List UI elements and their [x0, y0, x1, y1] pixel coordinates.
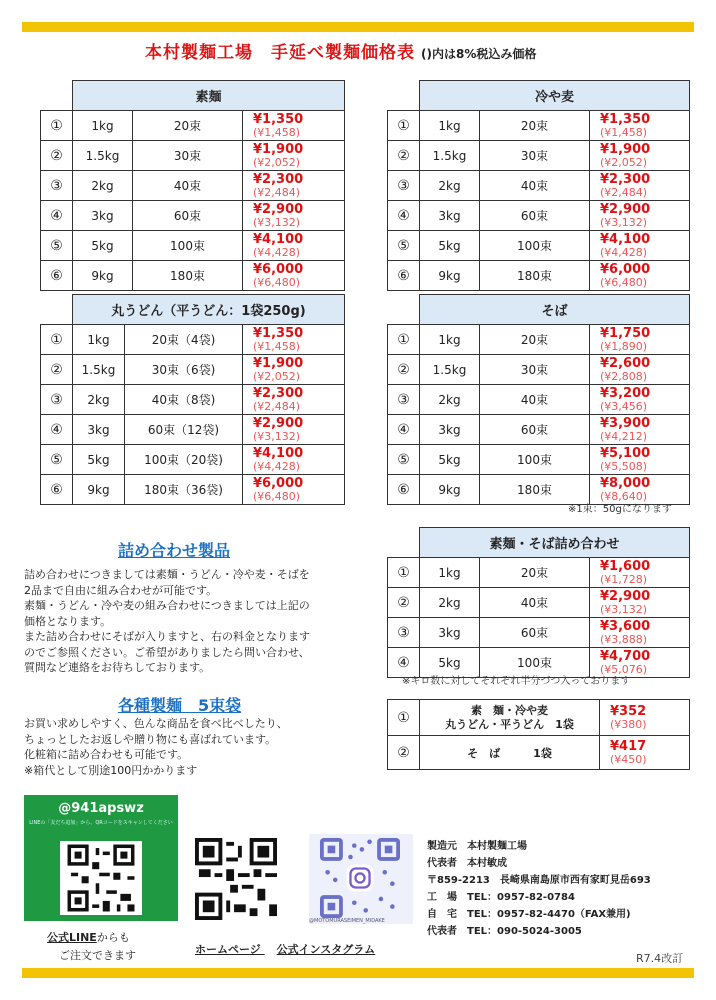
bundle-cell: 30束（6袋) [125, 355, 243, 385]
table-header: 丸うどん（平うどん：1袋250g) [73, 295, 345, 325]
table-row [388, 385, 690, 415]
table-row [388, 355, 690, 385]
instagram-handle: @MOTOMURASEIMEN_MIDAKE [309, 918, 385, 924]
row-number: ⑥ [41, 475, 73, 505]
price-cell: ¥2,900 (¥3,132) [243, 415, 345, 445]
table-header: 冷や麦 [420, 81, 690, 111]
weight-cell: 2kg [420, 588, 480, 618]
bundle-cell: 40束（8袋) [125, 385, 243, 415]
bottom-accent-bar [22, 968, 694, 978]
somen-price-table [40, 80, 345, 291]
row-number: ① [388, 700, 420, 736]
bundle-cell: 30束 [480, 141, 590, 171]
bundle-cell: 100束 [133, 231, 243, 261]
row-number: ⑤ [388, 445, 420, 475]
row-number: ② [388, 355, 420, 385]
weight-cell: 9kg [73, 261, 133, 291]
row-number: ① [41, 325, 73, 355]
table-row [41, 111, 345, 141]
weight-cell: 9kg [420, 261, 480, 291]
table-row [41, 231, 345, 261]
bundle-cell: 40束 [133, 171, 243, 201]
row-number: ② [388, 736, 420, 770]
mix-price-table [387, 527, 690, 678]
bundle-cell: 60束 [133, 201, 243, 231]
price-cell: ¥1,350 (¥1,458) [243, 325, 345, 355]
weight-cell: 5kg [420, 648, 480, 678]
row-number: ② [41, 141, 73, 171]
price-cell: ¥2,900 (¥3,132) [590, 588, 690, 618]
table-row [388, 415, 690, 445]
hiyamugi-price-table [387, 80, 690, 291]
weight-cell: 5kg [420, 445, 480, 475]
revision-label: R7.4改訂 [636, 952, 684, 965]
table-header: そば [420, 295, 690, 325]
price-cell: ¥1,350 (¥1,458) [243, 111, 345, 141]
bundle-cell: 40束 [480, 588, 590, 618]
price-cell: ¥1,750 (¥1,890) [590, 325, 690, 355]
table-row [41, 415, 345, 445]
row-number: ③ [41, 385, 73, 415]
blank-corner [41, 295, 73, 325]
soba-price-table [387, 294, 690, 505]
price-cell: ¥1,350 (¥1,458) [590, 111, 690, 141]
weight-cell: 2kg [73, 385, 125, 415]
table-row [388, 111, 690, 141]
bundle-cell: 180束 [480, 261, 590, 291]
weight-cell: 1.5kg [420, 141, 480, 171]
price-cell: ¥417 (¥450) [600, 736, 690, 770]
text-line: 代表者 TEL：090-5024-3005 [427, 926, 582, 937]
price-cell: ¥6,000 (¥6,480) [243, 475, 345, 505]
price-cell: ¥2,300 (¥2,484) [243, 385, 345, 415]
table-row [41, 385, 345, 415]
bundle-cell: 20束（4袋) [125, 325, 243, 355]
udon-price-table [40, 294, 345, 505]
bundle-cell: 180束 [133, 261, 243, 291]
price-cell: ¥352 (¥380) [600, 700, 690, 736]
homepage-qr-code-icon[interactable] [195, 838, 277, 920]
five-pack-label: 素 麺・冷や麦 丸うどん・平うどん 1袋 [420, 700, 600, 736]
text-line: 化粧箱に詰め合わせも可能です。 [24, 748, 189, 761]
row-number: ③ [388, 618, 420, 648]
blank-corner [388, 295, 420, 325]
price-cell: ¥2,300 (¥2,484) [590, 171, 690, 201]
price-cell: ¥4,700 (¥5,076) [590, 648, 690, 678]
bundle-cell: 100束 [480, 231, 590, 261]
price-cell: ¥1,900 (¥2,052) [243, 141, 345, 171]
assort-heading: 詰め合わせ製品 [118, 541, 231, 560]
table-row [388, 231, 690, 261]
bundle-cell: 60束 [480, 201, 590, 231]
text-line: 2品まで自由に組み合わせが可能です。 [24, 583, 218, 597]
bundle-cell: 100束（20袋) [125, 445, 243, 475]
bundle-cell: 20束 [133, 111, 243, 141]
homepage-link[interactable]: ホームページ [195, 943, 261, 956]
text-line: 製造元 本村製麺工場 [427, 841, 527, 852]
row-number: ⑤ [41, 445, 73, 475]
price-cell: ¥2,600 (¥2,808) [590, 355, 690, 385]
weight-cell: 1.5kg [73, 355, 125, 385]
row-number: ④ [41, 201, 73, 231]
weight-cell: 3kg [420, 201, 480, 231]
price-cell: ¥4,100 (¥4,428) [590, 231, 690, 261]
bundle-cell: 40束 [480, 385, 590, 415]
manufacturer-info [427, 838, 651, 940]
bundle-cell: 20束 [480, 558, 590, 588]
table-row [388, 261, 690, 291]
line-id: @941apswz [58, 801, 144, 816]
bundle-cell: 40束 [480, 171, 590, 201]
weight-cell: 1kg [420, 111, 480, 141]
text-line: 素麺・うどん・冷や麦の組み合わせにつきましては上記の [24, 599, 310, 612]
price-cell: ¥2,900 (¥3,132) [590, 201, 690, 231]
table-row [41, 141, 345, 171]
mix-note: ※キロ数に対してそれぞれ半分づつ入っております [402, 676, 631, 687]
weight-cell: 1kg [73, 111, 133, 141]
row-number: ④ [388, 648, 420, 678]
table-row [388, 201, 690, 231]
page-title: 本村製麺工場 手延べ製麺価格表 ()内は8%税込み価格 [145, 43, 537, 63]
blank-corner [388, 528, 420, 558]
weight-cell: 9kg [73, 475, 125, 505]
text-line: ちょっとしたお返しや贈り物にも喜ばれています。 [24, 732, 277, 746]
bundle-cell: 180束（36袋) [125, 475, 243, 505]
price-cell: ¥1,600 (¥1,728) [590, 558, 690, 588]
row-number: ① [41, 111, 73, 141]
table-header: 素麺 [73, 81, 345, 111]
table-row [41, 171, 345, 201]
text-line: お買い求めしやすく、色んな商品を食べ比べしたり、 [24, 717, 288, 730]
top-accent-bar [22, 22, 694, 32]
table-header: 素麺・そば詰め合わせ [420, 528, 690, 558]
instagram-qr-code-icon [318, 838, 402, 918]
five-pack-label: そ ば 1袋 [420, 736, 600, 770]
bundle-cell: 20束 [480, 325, 590, 355]
row-number: ⑥ [388, 261, 420, 291]
variety-heading: 各種製麺 5束袋 [118, 696, 242, 715]
row-number: ④ [388, 415, 420, 445]
table-row [41, 201, 345, 231]
row-number: ② [388, 588, 420, 618]
weight-cell: 2kg [420, 171, 480, 201]
weight-cell: 2kg [73, 171, 133, 201]
text-line: 自 宅 TEL：0957-82-4470（FAX兼用) [427, 909, 631, 920]
table-row [41, 261, 345, 291]
bundle-cell: 30束 [133, 141, 243, 171]
table-row [41, 355, 345, 385]
qr-links [195, 941, 375, 957]
blank-corner [388, 81, 420, 111]
price-cell: ¥6,000 (¥6,480) [590, 261, 690, 291]
line-caption: 公式LINEからも ご注文できます [47, 931, 136, 962]
text-line: 価格となります。 [24, 614, 112, 628]
weight-cell: 1.5kg [73, 141, 133, 171]
price-cell: ¥8,000 (¥8,640) [590, 475, 690, 505]
text-line: 代表者 本村敏成 [427, 858, 507, 869]
table-row [388, 171, 690, 201]
table-row [388, 588, 690, 618]
weight-cell: 5kg [73, 445, 125, 475]
line-qr-code-icon [60, 841, 142, 915]
soba-note: ※1束：50gになります [568, 504, 672, 515]
bundle-cell: 100束 [480, 648, 590, 678]
price-cell: ¥3,600 (¥3,888) [590, 618, 690, 648]
assort-description [24, 567, 310, 676]
weight-cell: 3kg [420, 415, 480, 445]
row-number: ③ [41, 171, 73, 201]
text-line: 〒859-2213 長崎県南島原市西有家町見岳693 [427, 875, 651, 886]
text-line: ※箱代として別途100円かかります [24, 763, 198, 777]
table-row [388, 558, 690, 588]
row-number: ① [388, 325, 420, 355]
five-pack-price-table [387, 699, 690, 770]
row-number: ⑤ [388, 231, 420, 261]
table-row [41, 325, 345, 355]
price-cell: ¥4,100 (¥4,428) [243, 445, 345, 475]
bundle-cell: 100束 [480, 445, 590, 475]
row-number: ④ [388, 201, 420, 231]
weight-cell: 1.5kg [420, 355, 480, 385]
weight-cell: 1kg [420, 558, 480, 588]
table-row [388, 141, 690, 171]
bundle-cell: 60束 [480, 415, 590, 445]
bundle-cell: 20束 [480, 111, 590, 141]
weight-cell: 3kg [420, 618, 480, 648]
row-number: ② [41, 355, 73, 385]
row-number: ⑥ [388, 475, 420, 505]
weight-cell: 5kg [73, 231, 133, 261]
text-line: 工 場 TEL：0957-82-0784 [427, 892, 575, 903]
row-number: ⑥ [41, 261, 73, 291]
bundle-cell: 60束 [480, 618, 590, 648]
price-cell: ¥3,900 (¥4,212) [590, 415, 690, 445]
price-cell: ¥1,900 (¥2,052) [243, 355, 345, 385]
row-number: ③ [388, 385, 420, 415]
row-number: ① [388, 111, 420, 141]
text-line: また詰め合わせにそばが入りますと、右の料金となります [24, 630, 310, 643]
weight-cell: 9kg [420, 475, 480, 505]
variety-description [24, 716, 288, 778]
weight-cell: 3kg [73, 415, 125, 445]
bundle-cell: 60束（12袋) [125, 415, 243, 445]
line-qr-panel[interactable] [24, 795, 178, 921]
bundle-cell: 180束 [480, 475, 590, 505]
instagram-link[interactable]: 公式インスタグラム [276, 943, 376, 956]
price-cell: ¥5,100 (¥5,508) [590, 445, 690, 475]
weight-cell: 2kg [420, 385, 480, 415]
price-cell: ¥4,100 (¥4,428) [243, 231, 345, 261]
text-line: 詰め合わせにつきましては素麺・うどん・冷や麦・そばを [24, 568, 310, 581]
price-cell: ¥1,900 (¥2,052) [590, 141, 690, 171]
text-line: 質問など連絡をお待ちしております。 [24, 661, 211, 674]
blank-corner [41, 81, 73, 111]
table-row [388, 618, 690, 648]
weight-cell: 5kg [420, 231, 480, 261]
row-number: ③ [388, 171, 420, 201]
weight-cell: 1kg [73, 325, 125, 355]
row-number: ② [388, 141, 420, 171]
price-cell: ¥2,300 (¥2,484) [243, 171, 345, 201]
bundle-cell: 30束 [480, 355, 590, 385]
row-number: ⑤ [41, 231, 73, 261]
row-number: ④ [41, 415, 73, 445]
table-row [388, 445, 690, 475]
line-instructions: LINEの「友だち追加」から、QRコードをスキャンしてください [29, 820, 173, 826]
row-number: ① [388, 558, 420, 588]
table-row [41, 475, 345, 505]
table-row [41, 445, 345, 475]
weight-cell: 3kg [73, 201, 133, 231]
text-line: のでご参照ください。ご希望がありましたら問い合わせ、 [24, 645, 310, 659]
instagram-qr-panel[interactable] [309, 834, 413, 924]
price-cell: ¥2,900 (¥3,132) [243, 201, 345, 231]
table-row [388, 325, 690, 355]
price-cell: ¥6,000 (¥6,480) [243, 261, 345, 291]
price-cell: ¥3,200 (¥3,456) [590, 385, 690, 415]
weight-cell: 1kg [420, 325, 480, 355]
